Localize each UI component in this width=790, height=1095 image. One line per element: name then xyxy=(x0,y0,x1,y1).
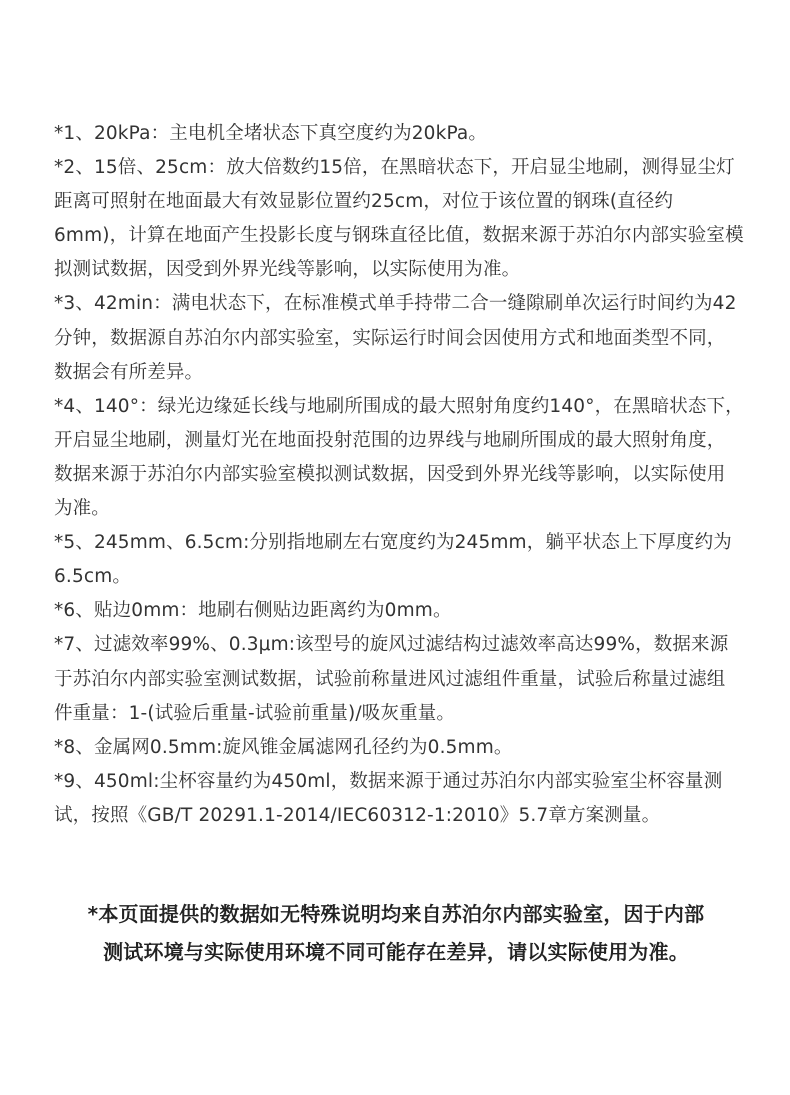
footnote-6: *6、贴边0mm：地刷右侧贴边距离约为0mm。 xyxy=(54,600,452,622)
footnote-9: *9、450ml:尘杯容量约为450ml，数据来源于通过苏泊尔内部实验室尘杯容量测试，按照《GB/T 20291.1-2014/IEC60312-1:2010》5.7章方案测量。 xyxy=(54,770,723,826)
footnote-8: *8、金属网0.5mm:旋风锥金属滤网孔径约为0.5mm。 xyxy=(54,736,513,758)
disclaimer-line-2: 测试环境与实际使用环境不同可能存在差异，请以实际使用为准。 xyxy=(103,940,689,964)
disclaimer xyxy=(40,895,752,971)
disclaimer-line-1: *本页面提供的数据如无特殊说明均来自苏泊尔内部实验室，因于内部 xyxy=(87,902,705,926)
footnote-2: *2、15倍、25cm：放大倍数约15倍，在黑暗状态下，开启显尘地刷，测得显尘灯距离可照射在地面最大有效显影位置约25cm，对位于该位置的钢珠(直径约6mm)，计算在地面产生投影长度与钢珠直径比值，数据来源于苏泊尔内部实验室模拟测试数据，因受到外界光线等影响，以实际使用为准。 xyxy=(54,157,744,281)
footnote-7: *7、过滤效率99%、0.3μm:该型号的旋风过滤结构过滤效率高达99%，数据来源于苏泊尔内部实验室测试数据，试验前称量进风过滤组件重量，试验后称量过滤组件重量：1-(试验后重量-试验前重量)/吸灰重量。 xyxy=(54,634,729,724)
footnotes-list xyxy=(54,117,744,833)
footnote-5: *5、245mm、6.5cm:分别指地刷左右宽度约为245mm，躺平状态上下厚度约为6.5cm。 xyxy=(54,532,732,588)
footnote-3: *3、42min：满电状态下，在标准模式单手持带二合一缝隙刷单次运行时间约为42分钟，数据源自苏泊尔内部实验室，实际运行时间会因使用方式和地面类型不同，数据会有所差异。 xyxy=(54,293,737,383)
footnote-4: *4、140°：绿光边缘延长线与地刷所围成的最大照射角度约140°，在黑暗状态下，开启显尘地刷，测量灯光在地面投射范围的边界线与地刷所围成的最大照射角度，数据来源于苏泊尔内部实验室模拟测试数据，因受到外界光线等影响，以实际使用为准。 xyxy=(54,395,744,520)
footnote-1: *1、20kPa：主电机全堵状态下真空度约为20kPa。 xyxy=(54,123,488,144)
